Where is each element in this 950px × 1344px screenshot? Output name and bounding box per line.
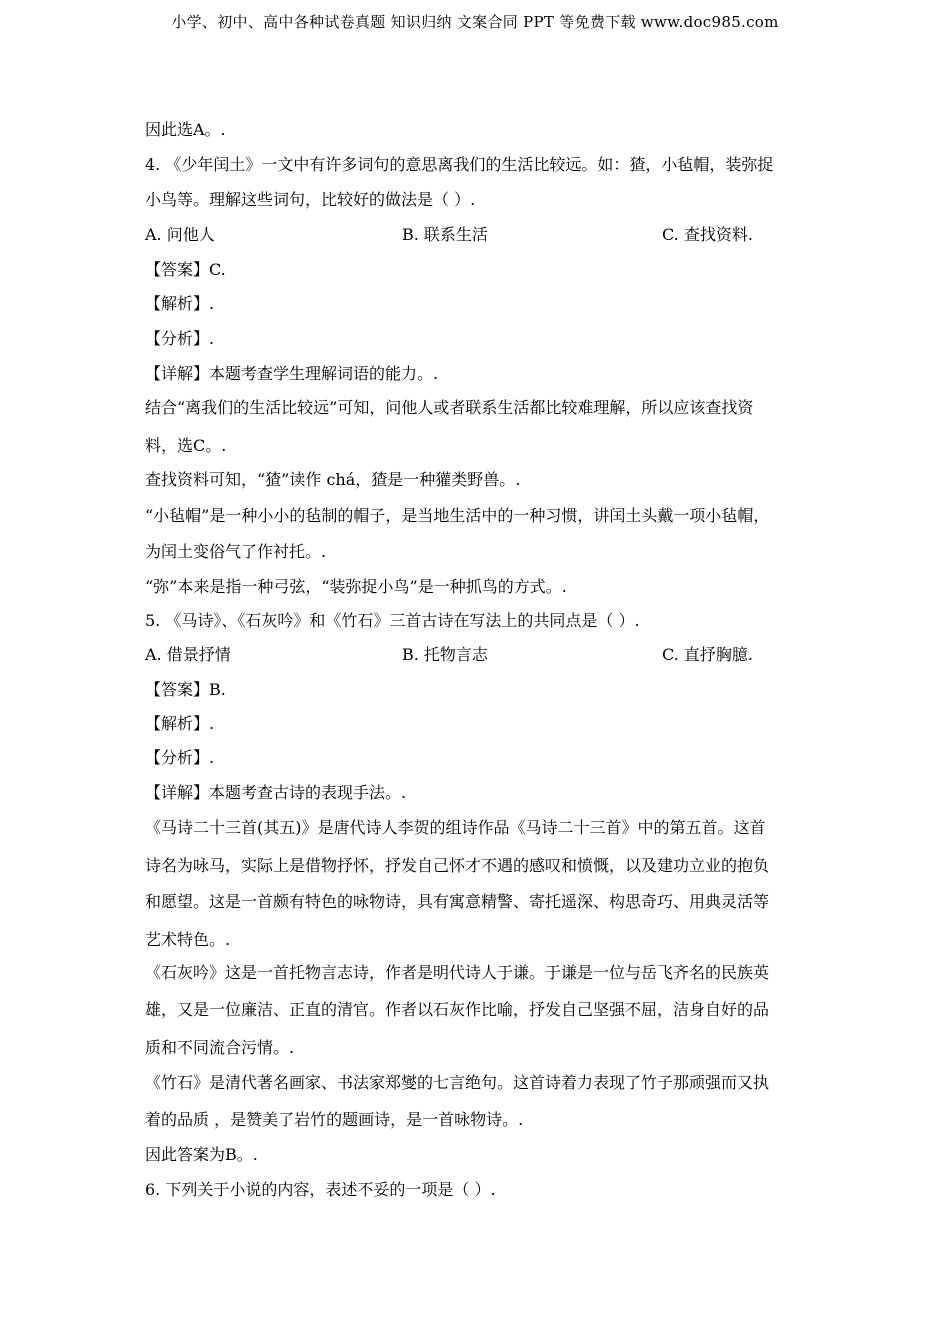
text-line: 《竹石》是清代著名画家、书法家郑燮的七言绝句。这首诗着力表现了竹子那顽强而又执 <box>145 1073 770 1092</box>
option-c: C. 查找资料. <box>662 225 753 244</box>
option-b: B. 托物言志 <box>402 645 488 664</box>
analysis-label: 【解析】. <box>145 294 215 313</box>
question-4-line-1: 4. 《少年闰土》一文中有许多词句的意思离我们的生活比较远。如：猹，小毡帽，装弥捉 <box>145 155 774 174</box>
answer-label: 【答案】B. <box>145 680 226 699</box>
page-header: 小学、初中、高中各种试卷真题 知识归纳 文案合同 PPT 等免费下载 www.doc985.com <box>171 13 779 31</box>
text-line: 艺术特色。. <box>145 930 231 949</box>
text-line: 料，选C。. <box>145 436 227 455</box>
detail-label: 【详解】本题考查古诗的表现手法。. <box>145 783 407 802</box>
text-line: 《石灰吟》这是一首托物言志诗，作者是明代诗人于谦。于谦是一位与岳飞齐名的民族英 <box>145 963 770 982</box>
answer-label: 【答案】C. <box>145 260 226 279</box>
option-c: C. 直抒胸臆. <box>662 645 753 664</box>
text-line: 查找资料可知，“猹”读作 chá，猹是一种獾类野兽。. <box>145 470 521 489</box>
text-line: 结合“离我们的生活比较远”可知，问他人或者联系生活都比较难理解，所以应该查找资 <box>145 398 754 417</box>
option-b: B. 联系生活 <box>402 225 488 244</box>
question-5-options <box>145 645 810 665</box>
question-5-line: 5. 《马诗》、《石灰吟》和《竹石》三首古诗在写法上的共同点是（ ）. <box>145 611 640 630</box>
text-line: 着的品质 ，是赞美了岩竹的题画诗，是一首咏物诗。. <box>145 1110 524 1129</box>
text-line: 《马诗二十三首(其五)》是唐代诗人李贺的组诗作品《马诗二十三首》中的第五首。这首 <box>145 818 766 837</box>
text-line: 雄，又是一位廉洁、正直的清官。作者以石灰作比喻，抒发自己坚强不屈，洁身自好的品 <box>145 1000 770 1019</box>
text-line: 和愿望。这是一首颇有特色的咏物诗，具有寓意精警、寄托遥深、构思奇巧、用典灵活等 <box>145 892 770 911</box>
fenxi-label: 【分析】. <box>145 329 215 348</box>
text-line: “小毡帽”是一种小小的毡制的帽子，是当地生活中的一种习惯，讲闰土头戴一项小毡帽， <box>145 506 770 525</box>
detail-label: 【详解】本题考查学生理解词语的能力。. <box>145 364 439 383</box>
question-4-options <box>145 225 810 245</box>
analysis-label: 【解析】. <box>145 714 215 733</box>
question-4-line-2: 小鸟等。理解这些词句，比较好的做法是（ ）. <box>145 190 476 209</box>
text-line: 因此选A。. <box>145 120 226 139</box>
text-line: 质和不同流合污情。. <box>145 1038 295 1057</box>
text-line: 因此答案为B。. <box>145 1145 258 1164</box>
option-a: A. 问他人 <box>145 225 215 244</box>
fenxi-label: 【分析】. <box>145 748 215 767</box>
text-line: 诗名为咏马，实际上是借物抒怀，抒发自己怀才不遇的感叹和愤慨，以及建功立业的抱负 <box>145 856 770 875</box>
question-6-line: 6. 下列关于小说的内容，表述不妥的一项是（ ）. <box>145 1180 496 1199</box>
text-line: “弥”本来是指一种弓弦，“装弥捉小鸟”是一种抓鸟的方式。. <box>145 577 567 596</box>
text-line: 为闰土变俗气了作衬托。. <box>145 542 327 561</box>
option-a: A. 借景抒情 <box>145 645 231 664</box>
